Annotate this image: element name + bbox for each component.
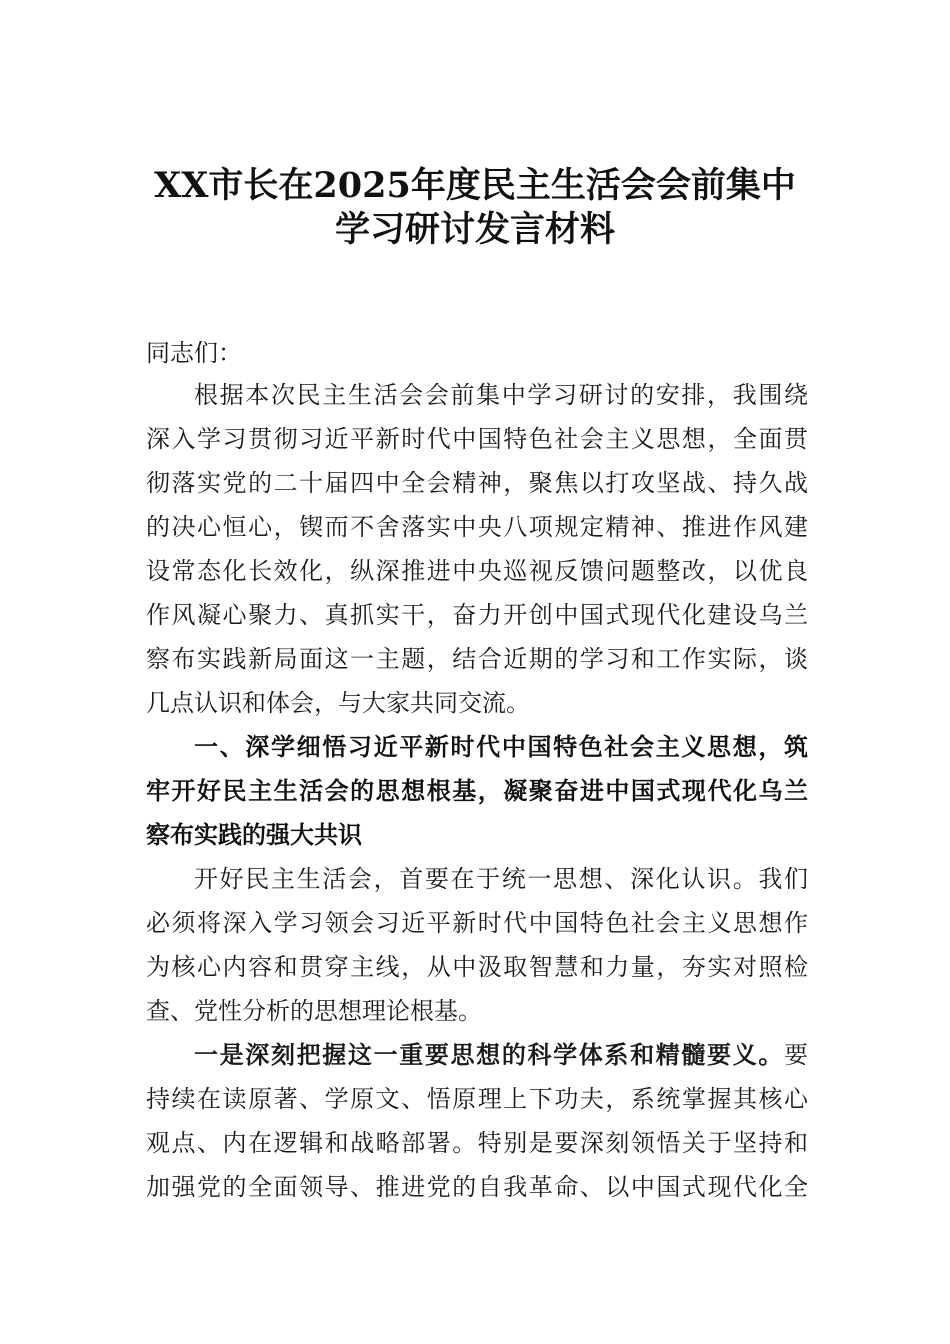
section-body-line: 必须将深入学习领会习近平新时代中国特色社会主义思想作 bbox=[146, 909, 808, 937]
section-heading-line: 察布实践的强大共识 bbox=[146, 821, 362, 849]
section-heading-line: 牢开好民主生活会的思想根基，凝聚奋进中国式现代化乌兰 bbox=[146, 777, 808, 805]
intro-line: 设常态化长效化，纵深推进中央巡视反馈问题整改，以优良 bbox=[146, 557, 808, 585]
point-line: 观点、内在逻辑和战略部署。特别是要深刻领悟关于坚持和 bbox=[146, 1129, 808, 1157]
point-line: 持续在读原著、学原文、悟原理上下功夫，系统掌握其核心 bbox=[146, 1085, 808, 1113]
intro-line: 的决心恒心，锲而不舍落实中央八项规定精神、推进作风建 bbox=[146, 513, 808, 541]
document-title-line-2: 学习研讨发言材料 bbox=[334, 209, 615, 250]
section-body-line: 开好民主生活会，首要在于统一思想、深化认识。我们 bbox=[194, 865, 808, 893]
intro-line: 察布实践新局面这一主题，结合近期的学习和工作实际，谈 bbox=[146, 645, 808, 673]
point-lead-tail: 要 bbox=[784, 1041, 808, 1069]
point-bold-lead: 一是深刻把握这一重要思想的科学体系和精髓要义。 bbox=[194, 1041, 784, 1069]
intro-line: 根据本次民主生活会会前集中学习研讨的安排，我围绕 bbox=[194, 381, 808, 409]
section-body-line: 查、党性分析的思想理论根基。 bbox=[146, 997, 482, 1025]
point-line bbox=[194, 1037, 808, 1073]
intro-line: 深入学习贯彻习近平新时代中国特色社会主义思想，全面贯 bbox=[146, 425, 808, 453]
section-body-line: 为核心内容和贯穿主线，从中汲取智慧和力量，夯实对照检 bbox=[146, 953, 808, 981]
section-heading-line: 一、深学细悟习近平新时代中国特色社会主义思想，筑 bbox=[194, 733, 808, 761]
point-line: 加强党的全面领导、推进党的自我革命、以中国式现代化全 bbox=[146, 1173, 808, 1201]
intro-line: 作风凝心聚力、真抓实干，奋力开创中国式现代化建设乌兰 bbox=[146, 601, 808, 629]
salutation: 同志们： bbox=[146, 339, 242, 367]
intro-line: 几点认识和体会，与大家共同交流。 bbox=[146, 689, 530, 717]
intro-line: 彻落实党的二十届四中全会精神，聚焦以打攻坚战、持久战 bbox=[146, 469, 808, 497]
document-title-line-1: XX市长在2025年度民主生活会会前集中 bbox=[154, 165, 796, 206]
